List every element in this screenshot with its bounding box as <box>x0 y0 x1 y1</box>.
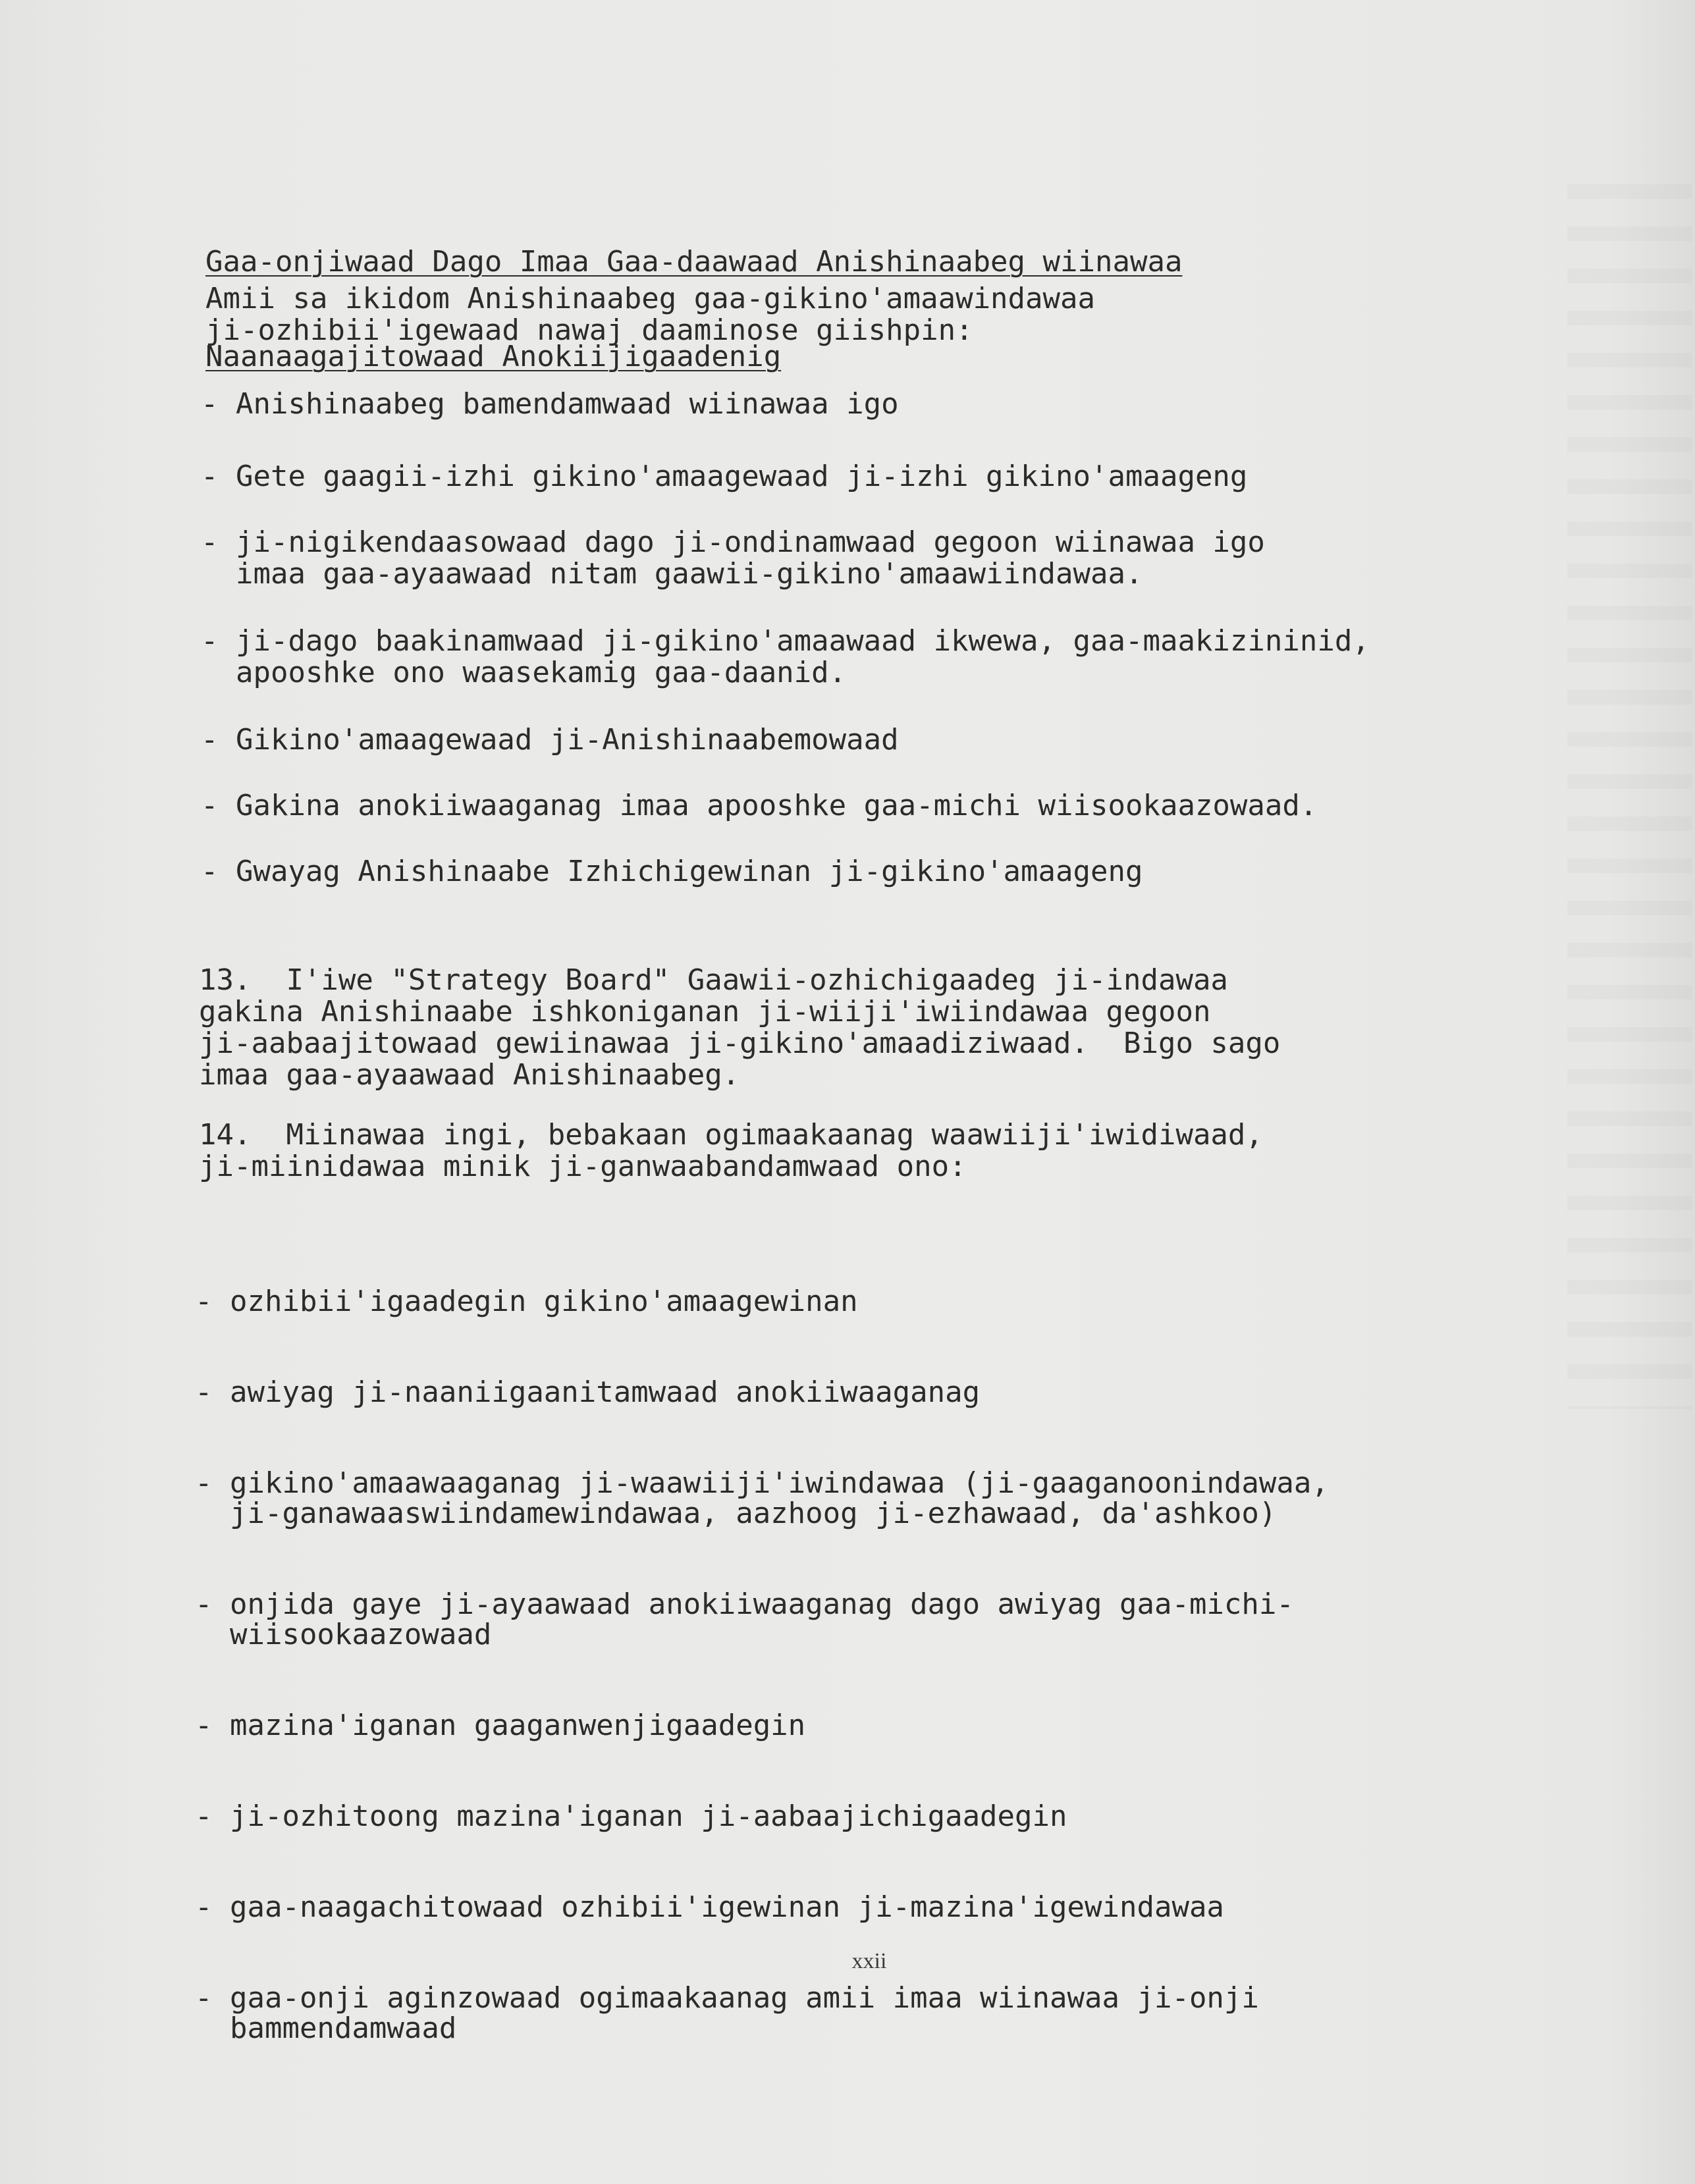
page-number: xxii <box>851 1949 887 1973</box>
bullet-item: - Gwayag Anishinaabe Izhichigewinan ji-gikino'amaageng <box>201 855 1143 888</box>
list-item: - gikino'amaawaaganag ji-waawiiji'iwindawaa (ji-gaaganoonindawaa, ji-ganawaaswiindamewindawaa, aazhoog ji-ezhawaad, da'ashkoo) <box>195 1466 1329 1530</box>
list-item: - gaa-naagachitowaad ozhibii'igewinan ji-mazina'igewindawaa <box>195 1890 1224 1924</box>
paragraph-13: 13. I'iwe "Strategy Board" Gaawii-ozhichigaadeg ji-indawaa gakina Anishinaabe ishkoniganan ji-wiiji'iwiindawaa gegoon ji-aabaajitowaad gewiinawaa ji-gikino'amaadiziwaad. Bigo sago imaa gaa-ayaawaad Anishinaabeg. <box>199 963 1281 1092</box>
bullet-item: - Gete gaagii-izhi gikino'amaagewaad ji-izhi gikino'amaageng <box>201 460 1248 493</box>
list-item: - mazina'iganan gaaganwenjigaadegin <box>195 1709 806 1742</box>
heading-line-2: Naanaagajitowaad Anokiijigaadenig <box>205 340 782 373</box>
list-item: - gaa-onji aginzowaad ogimaakaanag amii imaa wiinawaa ji-onji bammendamwaad <box>195 1981 1259 2045</box>
paragraph-14: 14. Miinawaa ingi, bebakaan ogimaakaanag waawiiji'iwidiwaad, ji-miinidawaa minik ji-ganwaabandamwaad ono: <box>199 1118 1263 1183</box>
bullet-item: - Gakina anokiiwaaganag imaa apooshke gaa-michi wiisookaazowaad. <box>201 789 1318 822</box>
bullet-item: - Gikino'amaagewaad ji-Anishinaabemowaad <box>201 723 899 757</box>
intro-paragraph: Amii sa ikidom Anishinaabeg gaa-gikino'amaawindawaa ji-ozhibii'igewaad nawaj daaminose giishpin: <box>205 282 1096 347</box>
list-item: - ozhibii'igaadegin gikino'amaagewinan <box>195 1285 858 1318</box>
dash-list <box>195 1226 1329 2104</box>
show-through-text <box>1567 184 1692 1409</box>
list-item: - ji-ozhitoong mazina'iganan ji-aabaajichigaadegin <box>195 1799 1067 1833</box>
list-item: - awiyag ji-naaniigaanitamwaad anokiiwaaganag <box>195 1375 981 1409</box>
bullet-item: - ji-nigikendaasowaad dago ji-ondinamwaad gegoon wiinawaa igo imaa gaa-ayaawaad nitam gaawii-gikino'amaawiindawaa. <box>201 525 1265 591</box>
bullet-item: - Anishinaabeg bamendamwaad wiinawaa igo <box>201 387 899 421</box>
list-item: - onjida gaye ji-ayaawaad anokiiwaaganag dago awiyag gaa-michi- wiisookaazowaad <box>195 1587 1294 1651</box>
bullet-item: - ji-dago baakinamwaad ji-gikino'amaawaad ikwewa, gaa-maakizininid, apooshke ono waasekamig gaa-daanid. <box>201 624 1370 689</box>
heading-line-1: Gaa-onjiwaad Dago Imaa Gaa-daawaad Anishinaabeg wiinawaa <box>205 245 1183 279</box>
